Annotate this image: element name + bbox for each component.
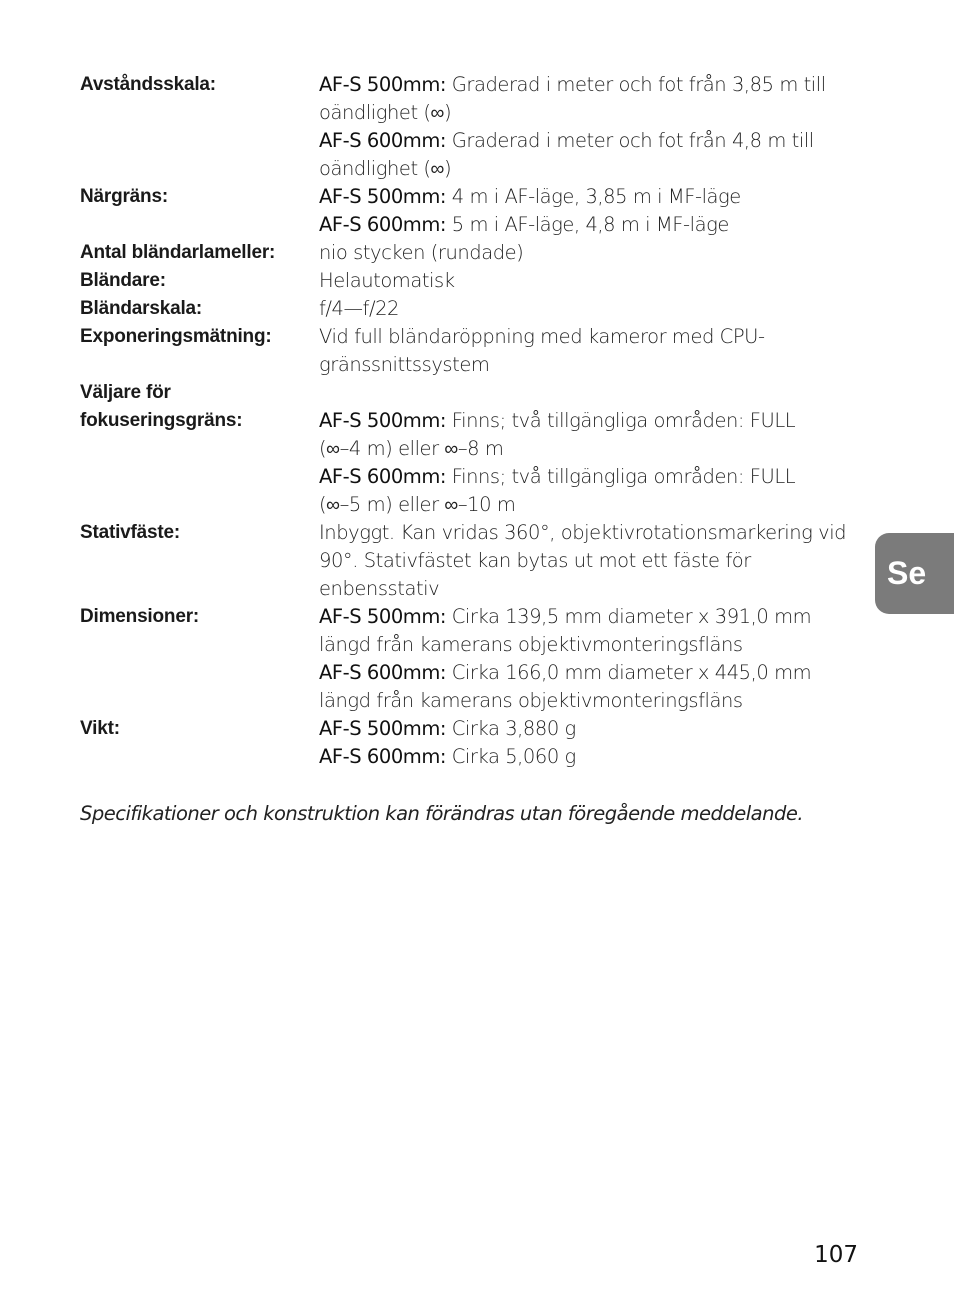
spec-text: Cirka 3,880 g [446,717,576,740]
lens-model: AF-S 500mm: [319,409,446,432]
spec-value-line [319,71,870,99]
language-tab-label: Se [887,555,927,591]
spec-text: Finns; två tillgängliga områden: FULL [446,409,796,432]
spec-label: Exponeringsmätning: [80,326,272,347]
spec-text: 4 m i AF-läge, 3,85 m i MF-läge [446,185,741,208]
spec-text: Helautomatisk [319,269,455,292]
spec-value-line [319,323,870,351]
spec-text: Graderad i meter och fot från 3,85 m till [446,73,826,96]
spec-row [80,323,870,379]
spec-label: Stativfäste: [80,522,181,543]
spec-row [80,239,870,267]
spec-value [319,295,870,323]
spec-value-line [319,547,870,575]
footnote: Specifikationer och konstruktion kan förändras utan föregående meddelande. [80,802,804,825]
spec-row [80,379,870,407]
spec-value-line [319,351,870,379]
spec-text: Graderad i meter och fot från 4,8 m till [446,129,814,152]
spec-label: Vikt: [80,718,120,739]
spec-value-line [319,155,870,183]
page-number: 107 [814,1242,858,1268]
spec-text: Inbyggt. Kan vridas 360°, objektivrotationsmarkering vid [319,521,847,544]
spec-label: Avståndsskala: [80,74,216,95]
spec-value-line [319,239,870,267]
spec-text: Finns; två tillgängliga områden: FULL [446,465,796,488]
spec-value-line [319,211,870,239]
spec-value [319,71,870,183]
spec-text: Cirka 166,0 mm diameter x 445,0 mm [446,661,812,684]
spec-value-line [319,127,870,155]
lens-model: AF-S 600mm: [319,745,446,768]
spec-value-line [319,659,870,687]
lens-model: AF-S 600mm: [319,213,446,236]
spec-value-line [319,603,870,631]
lens-model: AF-S 500mm: [319,717,446,740]
language-tab [875,533,954,614]
spec-text: oändlighet (∞) [319,157,452,180]
spec-value-line [319,631,870,659]
spec-row [80,519,870,603]
spec-value-line [319,715,870,743]
spec-label: Bländarskala: [80,298,203,319]
lens-model: AF-S 500mm: [319,73,446,96]
spec-text: 5 m i AF-läge, 4,8 m i MF-läge [446,213,729,236]
lens-model: AF-S 500mm: [319,185,446,208]
spec-text: enbensstativ [319,577,440,600]
spec-value-line [319,295,870,323]
lens-model: AF-S 600mm: [319,129,446,152]
spec-row [80,603,870,715]
spec-text: (∞–4 m) eller ∞–8 m [319,437,504,460]
specification-list [80,71,870,771]
spec-label: fokuseringsgräns: [80,410,243,431]
spec-text: 90°. Stativfästet kan bytas ut mot ett fäste för [319,549,751,572]
spec-text: oändlighet (∞) [319,101,452,124]
spec-value-line [319,575,870,603]
spec-row [80,71,870,183]
spec-row [80,407,870,519]
spec-label: Väljare för [80,382,171,403]
spec-text: Cirka 139,5 mm diameter x 391,0 mm [446,605,812,628]
spec-value-line [319,99,870,127]
spec-text: gränssnittssystem [319,353,490,376]
spec-value-line [319,435,870,463]
spec-text: nio stycken (rundade) [319,241,524,264]
spec-value-line [319,407,870,435]
spec-label: Bländare: [80,270,166,291]
spec-text: f/4—f/22 [319,297,399,320]
spec-text: (∞–5 m) eller ∞–10 m [319,493,516,516]
spec-value-line [319,743,870,771]
spec-value-line [319,519,870,547]
spec-text: längd från kamerans objektivmonteringsfläns [319,633,743,656]
spec-text: Cirka 5,060 g [446,745,576,768]
spec-value-line [319,183,870,211]
spec-label: Dimensioner: [80,606,200,627]
spec-text: Vid full bländaröppning med kameror med CPU- [319,325,765,348]
spec-row [80,715,870,771]
spec-value [319,519,870,603]
spec-label: Närgräns: [80,186,168,207]
lens-model: AF-S 600mm: [319,661,446,684]
spec-value [319,407,870,519]
spec-value [319,715,870,771]
spec-value-line [319,379,870,407]
spec-row [80,267,870,295]
lens-model: AF-S 500mm: [319,605,446,628]
spec-value-line [319,687,870,715]
spec-value [319,323,870,379]
spec-row [80,183,870,239]
spec-value [319,239,870,267]
spec-value-line [319,267,870,295]
spec-label: Antal bländarlameller: [80,242,276,263]
spec-value [319,183,870,239]
spec-value [319,603,870,715]
spec-text: längd från kamerans objektivmonteringsfläns [319,689,743,712]
spec-value-line [319,463,870,491]
spec-value [319,267,870,295]
spec-value [319,379,870,407]
lens-model: AF-S 600mm: [319,465,446,488]
spec-row [80,295,870,323]
spec-value-line [319,491,870,519]
